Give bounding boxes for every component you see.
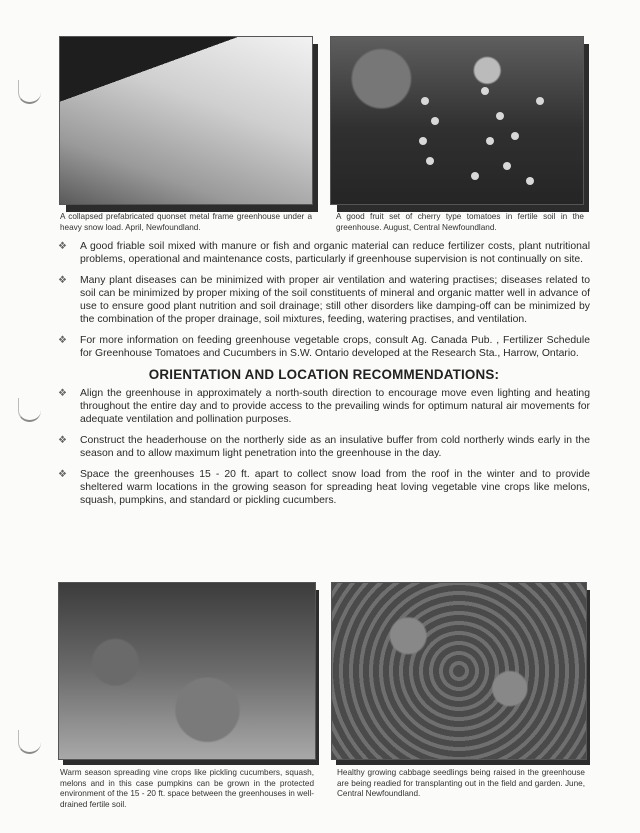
diamond-bullet-icon: ❖ — [58, 241, 67, 252]
diamond-bullet-icon: ❖ — [58, 275, 67, 286]
collapsed-greenhouse-photo — [59, 36, 313, 205]
caption-bottom-left: Warm season spreading vine crops like pickling cucumbers, squash, melons and in this case pumpkins can be grown in the protected environment of the 15 - 20 ft. space between the greenhouses in well-drained fertile soil. — [60, 768, 314, 809]
section-heading: ORIENTATION AND LOCATION RECOMMENDATIONS: — [148, 367, 500, 382]
diamond-bullet-icon: ❖ — [58, 388, 67, 399]
diamond-bullet-icon: ❖ — [58, 335, 67, 346]
caption-top-left: A collapsed prefabricated quonset metal frame greenhouse under a heavy snow load. April, Newfoundland. — [60, 212, 312, 232]
caption-bottom-right: Healthy growing cabbage seedlings being raised in the greenhouse are being readied for transplanting out in the field and garden. June, Central Newfoundland. — [337, 768, 585, 798]
binder-hole — [18, 398, 41, 422]
bullet-item: ❖ For more information on feeding greenhouse vegetable crops, consult Ag. Canada Pub. , Fertilizer Schedule for Greenhouse Tomatoes and Cucumbers in S.W. Ontario developed at the Research Sta., Harrow, Ontario. — [58, 335, 590, 359]
bullet-item: ❖ Space the greenhouses 15 - 20 ft. apart to collect snow load from the roof in the winter and to provide sheltered warm locations in the growing season for spreading heat loving vegetable vine crops like melons, squash, pumpkins, and standard or pickling cucumbers. — [58, 469, 590, 506]
binder-hole — [18, 730, 41, 754]
diamond-bullet-icon: ❖ — [58, 469, 67, 480]
bullet-item: ❖ Construct the headerhouse on the northerly side as an insulative buffer from cold northerly winds early in the season and to allow maximum light penetration into the greenhouse in the day. — [58, 435, 590, 459]
binder-hole — [18, 80, 41, 104]
cabbage-seedlings-photo — [331, 582, 587, 760]
bullet-item: ❖ Many plant diseases can be minimized with proper air ventilation and watering practises; diseases related to soil can be minimized by proper mixing of the soil constituents of mineral and organic matter well in advance of use to ensure good plant nutrition and soil drainage; still other disorders like damping-off can be minimized by the combination of the proper drainage, soil mixtures, feeding, watering practises, and ventilation. — [58, 275, 590, 325]
caption-top-right: A good fruit set of cherry type tomatoes in fertile soil in the greenhouse. August, Central Newfoundland. — [336, 212, 584, 232]
bullet-item: ❖ Align the greenhouse in approximately a north-south direction to encourage move even lighting and heating throughout the entire day and to provide access to the prevailing winds for optimum natural air movements for adequate ventilation and pollination purposes. — [58, 388, 590, 425]
cherry-tomatoes-photo — [330, 36, 584, 205]
pumpkin-vine-photo — [58, 582, 316, 760]
diamond-bullet-icon: ❖ — [58, 435, 67, 446]
body-text — [58, 240, 590, 515]
bullet-item: ❖ A good friable soil mixed with manure or fish and organic material can reduce fertilizer costs, plant nutritional problems, operational and maintenance costs, particularly if greenhouse supervision is not continually on site. — [58, 241, 590, 265]
